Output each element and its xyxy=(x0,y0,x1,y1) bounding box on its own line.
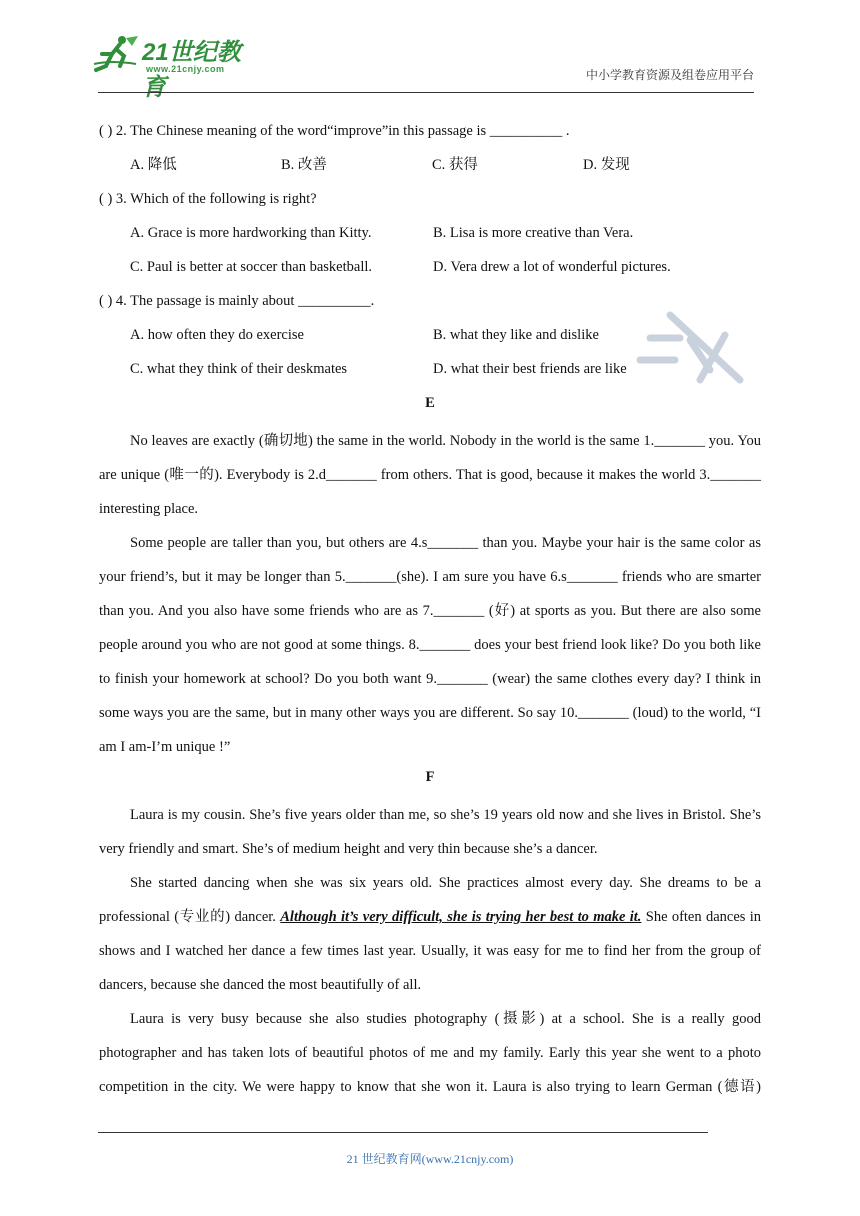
section-e-paragraph-2: Some people are taller than you, but others are 4.s_______ than you. Maybe your hair is the same color as your friend’s, but it may be longer than 5._______(she). I am sure you have 6.s_______ friends who are smarter than you. And you also have some friends who are as 7._______ (好) at sports as you. But there are also some people around you who are not good at some things. 8._______ does your best friend look like? Do you both like to finish your homework at school? Do you both want 9._______ (wear) the same clothes every day? I think in some ways you are the same, but in many other ways you are different. So say 10._______ (loud) to the world, “I am I am-I’m unique !” xyxy=(99,535,761,755)
question-3-options-row1 xyxy=(99,220,761,254)
question-4 xyxy=(99,288,761,322)
answer-blank[interactable]: ( ) xyxy=(99,123,113,139)
option-b: B. Lisa is more creative than Vera. xyxy=(433,225,634,241)
highlighted-sentence: Although it’s very difficult, she is trying her best to make it. xyxy=(280,909,642,925)
question-4-options-row1 xyxy=(99,322,761,356)
question-3 xyxy=(99,186,761,220)
option-a: A. 降低 xyxy=(130,157,177,173)
option-b: B. 改善 xyxy=(281,157,327,173)
question-text: 3. Which of the following is right? xyxy=(115,191,317,207)
option-d: D. Vera drew a lot of wonderful pictures. xyxy=(433,259,671,275)
paragraph-text: She often dances in shows and I watched her dance a few times last year. Usually, it was easy for me to find her from the group of dancers, because she danced the most beautifully of all. xyxy=(99,909,761,993)
option-c: C. what they think of their deskmates xyxy=(130,361,348,377)
site-logo[interactable] xyxy=(92,30,262,101)
section-e-paragraph-1: No leaves are exactly (确切地) the same in the world. Nobody in the world is the same 1._______ you. You are unique (唯一的). Everybody is 2.d_______ from others. That is good, because it makes the world 3._______ interesting place. xyxy=(99,433,761,517)
document-body xyxy=(99,118,761,1104)
paragraph-text: She started dancing when she was six years old. She practices almost every day. She dreams to be a professional (专业的) dancer. xyxy=(99,875,761,925)
section-f-title: F xyxy=(425,769,435,785)
question-text: 4. The passage is mainly about __________. xyxy=(115,293,375,309)
footer-link[interactable]: 21 世纪教育网(www.21cnjy.com) xyxy=(346,1152,514,1166)
option-c: C. 获得 xyxy=(432,157,478,173)
option-a: A. Grace is more hardworking than Kitty. xyxy=(130,225,372,241)
option-c: C. Paul is better at soccer than basketball. xyxy=(130,259,372,275)
option-d: D. what their best friends are like xyxy=(433,361,627,377)
logo-url: www.21cnjy.com xyxy=(146,64,225,74)
platform-title: 中小学教育资源及组卷应用平台 xyxy=(585,68,754,82)
page-header xyxy=(0,0,860,100)
option-b: B. what they like and dislike xyxy=(433,327,599,343)
question-3-options-row2 xyxy=(99,254,761,288)
runner-logo-icon xyxy=(92,34,142,74)
header-divider xyxy=(98,92,754,93)
section-f-paragraph-2 xyxy=(99,866,761,1002)
question-2-options xyxy=(99,152,761,186)
footer-divider xyxy=(98,1132,708,1133)
answer-blank[interactable]: ( ) xyxy=(99,191,113,207)
logo-text: 21世纪教育 xyxy=(142,39,241,101)
section-f-paragraph-1: Laura is my cousin. She’s five years older than me, so she’s 19 years old now and she lives in Bristol. She’s very friendly and smart. She’s of medium height and very thin because she’s a dancer. xyxy=(99,807,761,857)
answer-blank[interactable]: ( ) xyxy=(99,293,113,309)
section-f-paragraph-3: Laura is very busy because she also studies photography (摄影) at a school. She is a really good photographer and has taken lots of beautiful photos of me and my family. Early this year she went to a photo competition in the city. We were happy to know that she won it. Laura is also trying to learn German (德语) xyxy=(99,1011,761,1095)
question-text: 2. The Chinese meaning of the word“improve”in this passage is __________ . xyxy=(115,123,570,139)
question-4-options-row2 xyxy=(99,356,761,390)
question-2 xyxy=(99,118,761,152)
option-a: A. how often they do exercise xyxy=(130,327,304,343)
section-e-title: E xyxy=(425,395,435,411)
option-d: D. 发现 xyxy=(583,157,630,173)
